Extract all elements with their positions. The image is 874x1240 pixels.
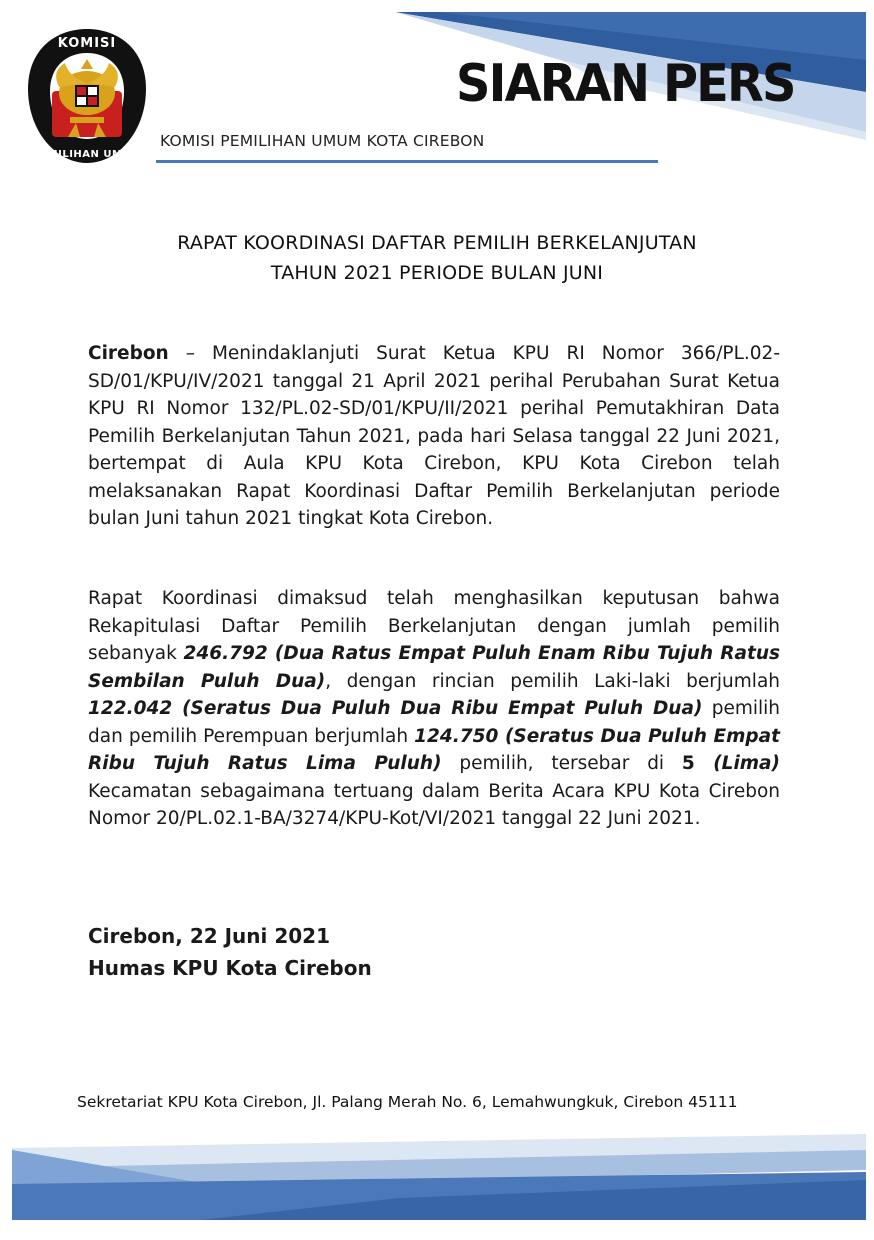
female-voters: 124.750 (Seratus Dua Puluh Empat Ribu Tujuh Ratus Lima Puluh) [88,725,780,774]
document-title-line-1: RAPAT KOORDINASI DAFTAR PEMILIH BERKELANJUTAN [177,232,697,254]
paragraph-2-text-4: pemilih, tersebar di [441,753,682,774]
header-divider [156,160,658,163]
sign-place-date: Cirebon, 22 Juni 2021 [88,924,331,948]
signature-block [88,920,372,984]
footer-address: Sekretariat KPU Kota Cirebon, Jl. Palang Merah No. 6, Lemahwungkuk, Cirebon 45111 [77,1093,738,1111]
paragraph-2-text-1: Rapat Koordinasi dimaksud telah menghasilkan keputusan bahwa Rekapitulasi Daftar Pemilih Berkelanjutan dengan jumlah pemilih sebanyak [88,588,780,664]
paragraph-2-text-5: Kecamatan sebagaimana tertuang dalam Berita Acara KPU Kota Cirebon Nomor 20/PL.02.1-BA/3274/KPU-Kot/VI/2021 tanggal 22 Juni 2021. [88,780,780,829]
svg-text:KOMISI: KOMISI [57,36,117,51]
sign-author: Humas KPU Kota Cirebon [88,956,372,980]
district-count-words: (Lima) [694,753,780,774]
male-voters: 122.042 (Seratus Dua Puluh Dua Ribu Empat Puluh Dua) [88,698,703,719]
document-title [0,228,874,288]
dateline: Cirebon [88,343,169,364]
paragraph-1 [88,340,780,533]
press-release-heading: SIARAN PERS [456,54,795,114]
paragraph-1-text: – Menindaklanjuti Surat Ketua KPU RI Nomor 366/PL.02-SD/01/KPU/IV/2021 tanggal 21 April 2021 perihal Perubahan Surat Ketua KPU RI Nomor 132/PL.02-SD/01/KPU/II/2021 perihal Pemutakhiran Data Pemilih Berkelanjutan Tahun 2021, pada hari Selasa tanggal 22 Juni 2021, bertempat di Aula KPU Kota Cirebon, KPU Kota Cirebon telah melaksanakan Rapat Koordinasi Daftar Pemilih Berkelanjutan periode bulan Juni tahun 2021 tingkat Kota Cirebon. [88,343,780,529]
paragraph-2-text-2: , dengan rincian pemilih Laki-laki berjumlah [325,670,781,692]
organization-name: KOMISI PEMILIHAN UMUM KOTA CIREBON [160,132,485,150]
paragraph-2-text-3: pemilih dan pemilih Perempuan berjumlah [88,698,780,747]
svg-text:PEMILIHAN UMUM: PEMILIHAN UMUM [32,149,142,160]
kpu-logo-icon [26,27,148,165]
footer-decoration [0,1120,874,1240]
document-title-line-2: TAHUN 2021 PERIODE BULAN JUNI [270,262,604,284]
total-voters: 246.792 (Dua Ratus Empat Puluh Enam Ribu Tujuh Ratus Sembilan Puluh Dua) [88,643,780,692]
district-count: 5 [681,753,695,774]
paragraph-2 [88,585,780,833]
